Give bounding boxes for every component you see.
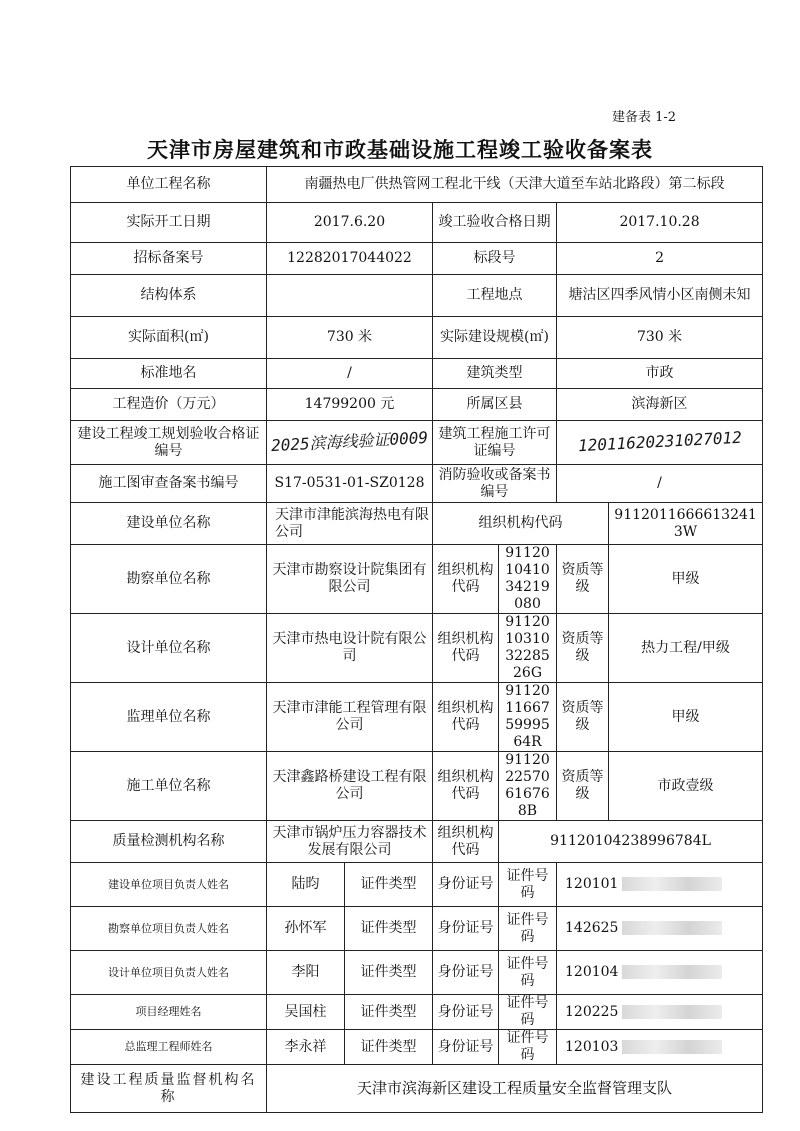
value-scale: 730 米: [557, 317, 763, 359]
label-start-date: 实际开工日期: [71, 203, 267, 243]
label-std-place: 标准地名: [71, 359, 267, 389]
row-structure: [71, 275, 763, 317]
person-id-no: [557, 863, 763, 907]
label-design-qual: 资质等级: [557, 614, 609, 683]
row-builder: [71, 503, 763, 545]
label-structure: 结构体系: [71, 275, 267, 317]
value-survey: 天津市勘察设计院集团有限公司: [267, 545, 433, 614]
person-id-prefix: 120225: [565, 1003, 619, 1020]
value-testing: 天津市锅炉压力容器技术发展有限公司: [267, 821, 433, 863]
row-place: [71, 359, 763, 389]
person-role: 设计单位项目负责人姓名: [71, 951, 267, 995]
redaction-blur: [622, 877, 722, 891]
label-fire: 消防验收或备案书编号: [433, 465, 557, 503]
label-construction-code: 组织机构代码: [433, 752, 499, 821]
person-name: 陆昀: [267, 863, 345, 907]
person-id-no: [557, 1030, 763, 1065]
person-id-prefix: 120104: [565, 964, 619, 980]
row-unit-project-name: [71, 167, 763, 203]
person-id-type: 身份证号: [433, 907, 499, 951]
person-row: [71, 995, 763, 1030]
label-unit-project-name: 单位工程名称: [71, 167, 267, 203]
label-area: 实际面积(㎡): [71, 317, 267, 359]
value-builder-code: 91120116666132413W: [609, 503, 763, 545]
person-id-no-label: 证件号码: [499, 1030, 557, 1065]
person-id-no: [557, 951, 763, 995]
person-row: [71, 1030, 763, 1065]
person-id-type-label: 证件类型: [345, 995, 433, 1030]
person-role: 总监理工程师姓名: [71, 1030, 267, 1065]
label-bid-record: 招标备案号: [71, 243, 267, 275]
label-supervision: 监理单位名称: [71, 683, 267, 752]
value-unit-project-name: 南疆热电厂供热管网工程北干线（天津大道至车站北路段）第二标段: [267, 167, 763, 203]
row-construction: [71, 752, 763, 821]
label-drawing-review: 施工图审查备案书编号: [71, 465, 267, 503]
row-supervision: [71, 683, 763, 752]
row-area: [71, 317, 763, 359]
label-section-no: 标段号: [433, 243, 557, 275]
label-permit: 建筑工程施工许可证编号: [433, 421, 557, 465]
permit-handwriting: 12011620231027012: [577, 427, 742, 456]
value-bid-record: 12282017044022: [267, 243, 433, 275]
value-agency: 天津市滨海新区建设工程质量安全监督管理支队: [267, 1065, 763, 1113]
row-survey: [71, 545, 763, 614]
value-acceptance-date: 2017.10.28: [557, 203, 763, 243]
label-survey-qual: 资质等级: [557, 545, 609, 614]
person-role: 项目经理姓名: [71, 995, 267, 1030]
label-design-code: 组织机构代码: [433, 614, 499, 683]
person-id-type-label: 证件类型: [345, 1030, 433, 1065]
label-survey-code: 组织机构代码: [433, 545, 499, 614]
redaction-blur: [622, 965, 722, 979]
value-testing-code: 91120104238996784L: [499, 821, 763, 863]
value-start-date: 2017.6.20: [267, 203, 433, 243]
value-cost: 14799200 元: [267, 389, 433, 421]
person-name: 李阳: [267, 951, 345, 995]
label-design: 设计单位名称: [71, 614, 267, 683]
value-supervision-qual: 甲级: [609, 683, 763, 752]
person-name: 吴国柱: [267, 995, 345, 1030]
label-supervision-code: 组织机构代码: [433, 683, 499, 752]
value-permit: [557, 421, 763, 465]
person-id-type: 身份证号: [433, 995, 499, 1030]
person-id-prefix: 142625: [565, 920, 619, 936]
person-id-no-label: 证件号码: [499, 863, 557, 907]
label-survey: 勘察单位名称: [71, 545, 267, 614]
value-design-qual: 热力工程/甲级: [609, 614, 763, 683]
value-location: 塘沽区四季风情小区南侧未知: [557, 275, 763, 317]
label-cost: 工程造价（万元）: [71, 389, 267, 421]
label-location: 工程地点: [433, 275, 557, 317]
filing-table: [70, 166, 763, 1113]
value-supervision-code: 91120116675999564R: [499, 683, 557, 752]
label-builder: 建设单位名称: [71, 503, 267, 545]
label-scale: 实际建设规模(㎡): [433, 317, 557, 359]
row-certs: [71, 421, 763, 465]
label-planning-cert: 建设工程竣工规划验收合格证编号: [71, 421, 267, 465]
person-id-no-label: 证件号码: [499, 951, 557, 995]
value-builder: 天津市津能滨海热电有限公司: [267, 503, 433, 545]
person-id-type-label: 证件类型: [345, 863, 433, 907]
person-role: 勘察单位项目负责人姓名: [71, 907, 267, 951]
value-construction-code: 9112022570616768B: [499, 752, 557, 821]
value-area: 730 米: [267, 317, 433, 359]
row-review: [71, 465, 763, 503]
label-construction-qual: 资质等级: [557, 752, 609, 821]
person-id-no: [557, 995, 763, 1030]
label-builder-code: 组织机构代码: [433, 503, 609, 545]
person-id-type: 身份证号: [433, 951, 499, 995]
value-structure: [267, 275, 433, 317]
row-cost: [71, 389, 763, 421]
label-construction: 施工单位名称: [71, 752, 267, 821]
redaction-blur: [622, 1005, 722, 1019]
row-testing: [71, 821, 763, 863]
value-supervision: 天津市津能工程管理有限公司: [267, 683, 433, 752]
form-code: 建备表 1-2: [612, 110, 677, 125]
person-role: 建设单位项目负责人姓名: [71, 863, 267, 907]
value-design-code: 91120103103228526G: [499, 614, 557, 683]
person-id-type-label: 证件类型: [345, 907, 433, 951]
value-fire: /: [557, 465, 763, 503]
label-district: 所属区县: [433, 389, 557, 421]
person-id-type-label: 证件类型: [345, 951, 433, 995]
value-planning-cert: [267, 421, 433, 465]
value-std-place: /: [267, 359, 433, 389]
redaction-blur: [622, 1040, 722, 1054]
person-row: [71, 863, 763, 907]
person-row: [71, 951, 763, 995]
person-name: 孙怀军: [267, 907, 345, 951]
label-supervision-qual: 资质等级: [557, 683, 609, 752]
value-survey-code: 911201041034219080: [499, 545, 557, 614]
row-agency: [71, 1065, 763, 1113]
row-bid: [71, 243, 763, 275]
person-row: [71, 907, 763, 951]
value-section-no: 2: [557, 243, 763, 275]
label-building-type: 建筑类型: [433, 359, 557, 389]
person-id-no-label: 证件号码: [499, 995, 557, 1030]
label-acceptance-date: 竣工验收合格日期: [433, 203, 557, 243]
value-drawing-review: S17-0531-01-SZ0128: [267, 465, 433, 503]
value-construction-qual: 市政壹级: [609, 752, 763, 821]
value-building-type: 市政: [557, 359, 763, 389]
person-id-prefix: 120103: [565, 1038, 619, 1055]
value-construction: 天津鑫路桥建设工程有限公司: [267, 752, 433, 821]
label-testing-code: 组织机构代码: [433, 821, 499, 863]
person-name: 李永祥: [267, 1030, 345, 1065]
row-design: [71, 614, 763, 683]
value-design: 天津市热电设计院有限公司: [267, 614, 433, 683]
person-id-no: [557, 907, 763, 951]
person-id-prefix: 120101: [565, 876, 619, 892]
person-id-type: 身份证号: [433, 863, 499, 907]
label-agency: 建设工程质量监督机构名称: [71, 1065, 267, 1113]
row-dates: [71, 203, 763, 243]
label-testing: 质量检测机构名称: [71, 821, 267, 863]
planning-cert-handwriting: 2025滨海线验证0009: [270, 427, 429, 456]
redaction-blur: [622, 921, 722, 935]
value-survey-qual: 甲级: [609, 545, 763, 614]
value-district: 滨海新区: [557, 389, 763, 421]
person-id-type: 身份证号: [433, 1030, 499, 1065]
person-id-no-label: 证件号码: [499, 907, 557, 951]
page-title: 天津市房屋建筑和市政基础设施工程竣工验收备案表: [147, 138, 653, 162]
